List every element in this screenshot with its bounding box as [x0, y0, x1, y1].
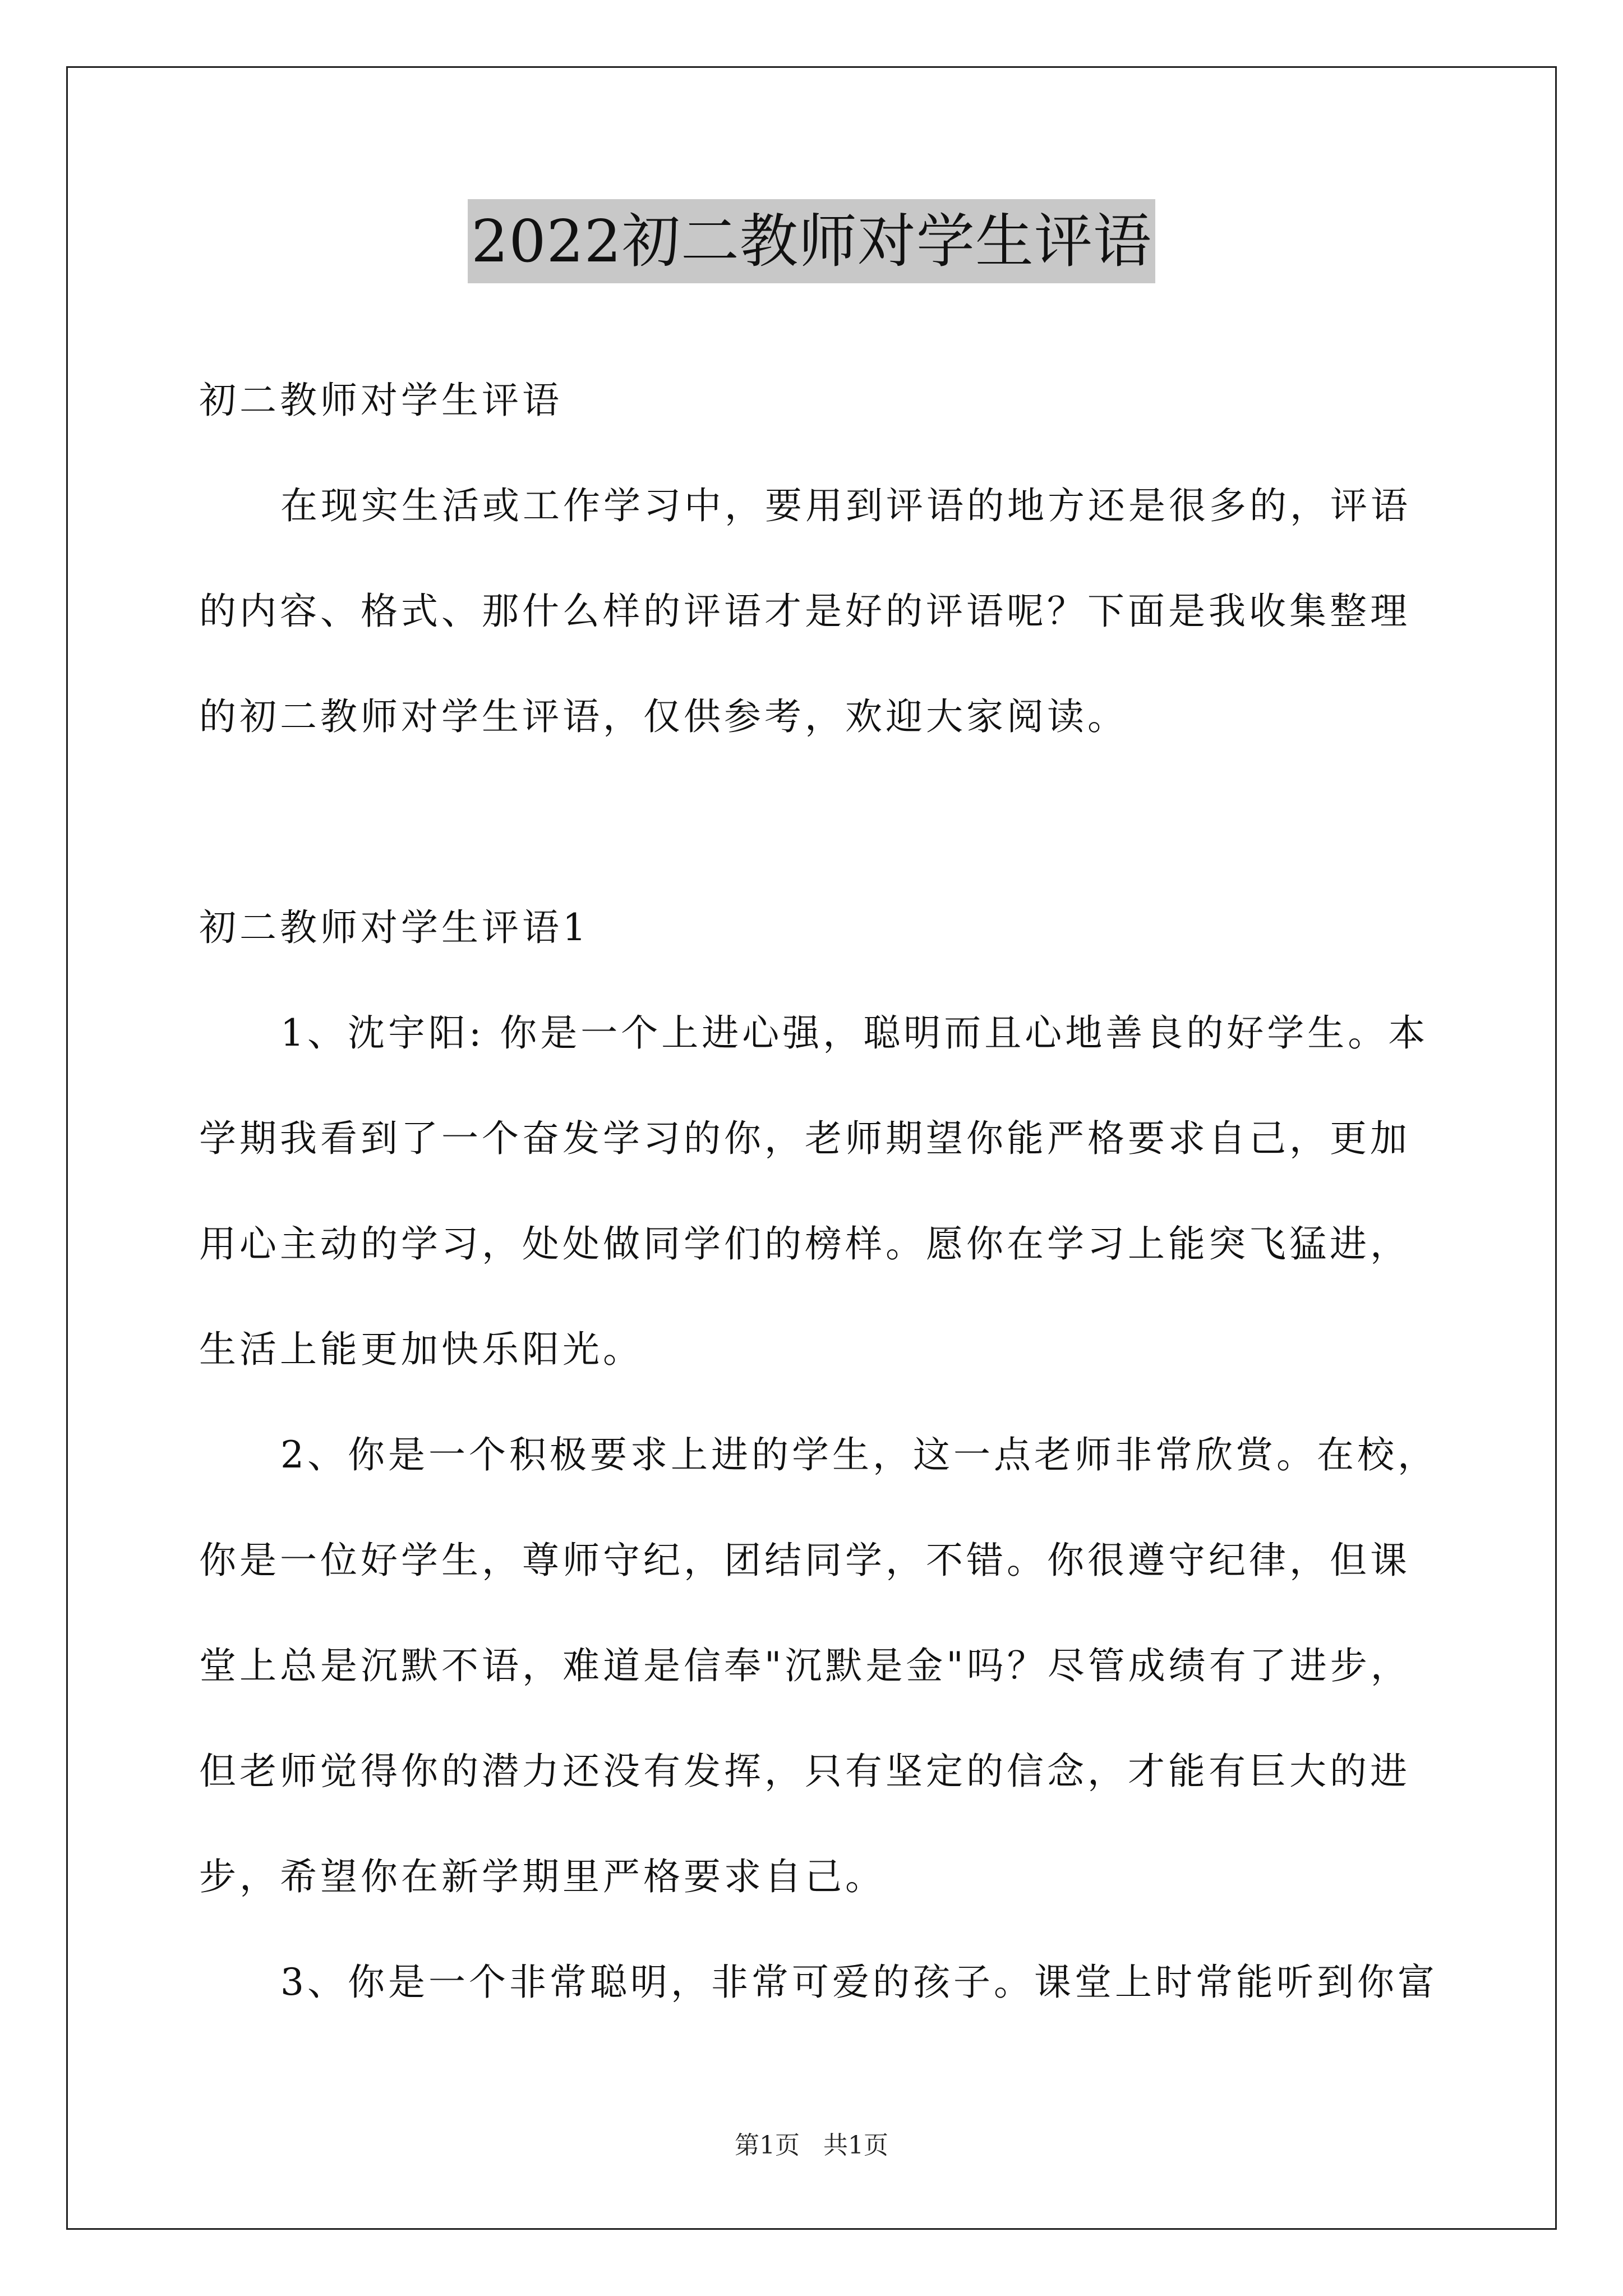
item-2-line: 但老师觉得你的潜力还没有发挥，只有坚定的信念，才能有巨大的进: [199, 1750, 1410, 1793]
paragraph-spacer: [199, 770, 1433, 875]
item-1-line: 学期我看到了一个奋发学习的你，老师期望你能严格要求自己，更加: [199, 1117, 1410, 1160]
intro-line: 的初二教师对学生评语，仅供参考，欢迎大家阅读。: [199, 695, 1128, 738]
document-body: [199, 348, 1438, 2035]
intro-line: 在现实生活或工作学习中，要用到评语的地方还是很多的，评语: [280, 484, 1411, 527]
intro-line: 的内容、格式、那什么样的评语才是好的评语呢？下面是我收集整理: [199, 590, 1410, 633]
document-title: 2022初二教师对学生评语: [468, 199, 1155, 283]
item-1-line: 生活上能更加快乐阳光。: [199, 1328, 643, 1371]
item-2-line: 你是一位好学生，尊师守纪，团结同学，不错。你很遵守纪律，但课: [199, 1539, 1410, 1582]
section-heading: 初二教师对学生评语1: [199, 906, 589, 949]
item-1-line: 用心主动的学习，处处做同学们的榜样。愿你在学习上能突飞猛进，: [199, 1222, 1410, 1266]
title-container: [0, 199, 1623, 283]
item-3-line: 3、你是一个非常聪明，非常可爱的孩子。课堂上时常能听到你富: [280, 1961, 1438, 2004]
item-2-line: 堂上总是沉默不语，难道是信奉"沉默是金"吗？尽管成绩有了进步，: [199, 1644, 1411, 1687]
page-footer: 第1页 共1页: [735, 2131, 888, 2160]
document-subtitle: 初二教师对学生评语: [199, 379, 562, 422]
item-2-line: 步，希望你在新学期里严格要求自己。: [199, 1855, 886, 1898]
item-1-line: 1、沈宇阳: 你是一个上进心强，聪明而且心地善良的好学生。本: [280, 1011, 1429, 1055]
item-2-line: 2、你是一个积极要求上进的学生，这一点老师非常欣赏。在校，: [280, 1433, 1438, 1476]
